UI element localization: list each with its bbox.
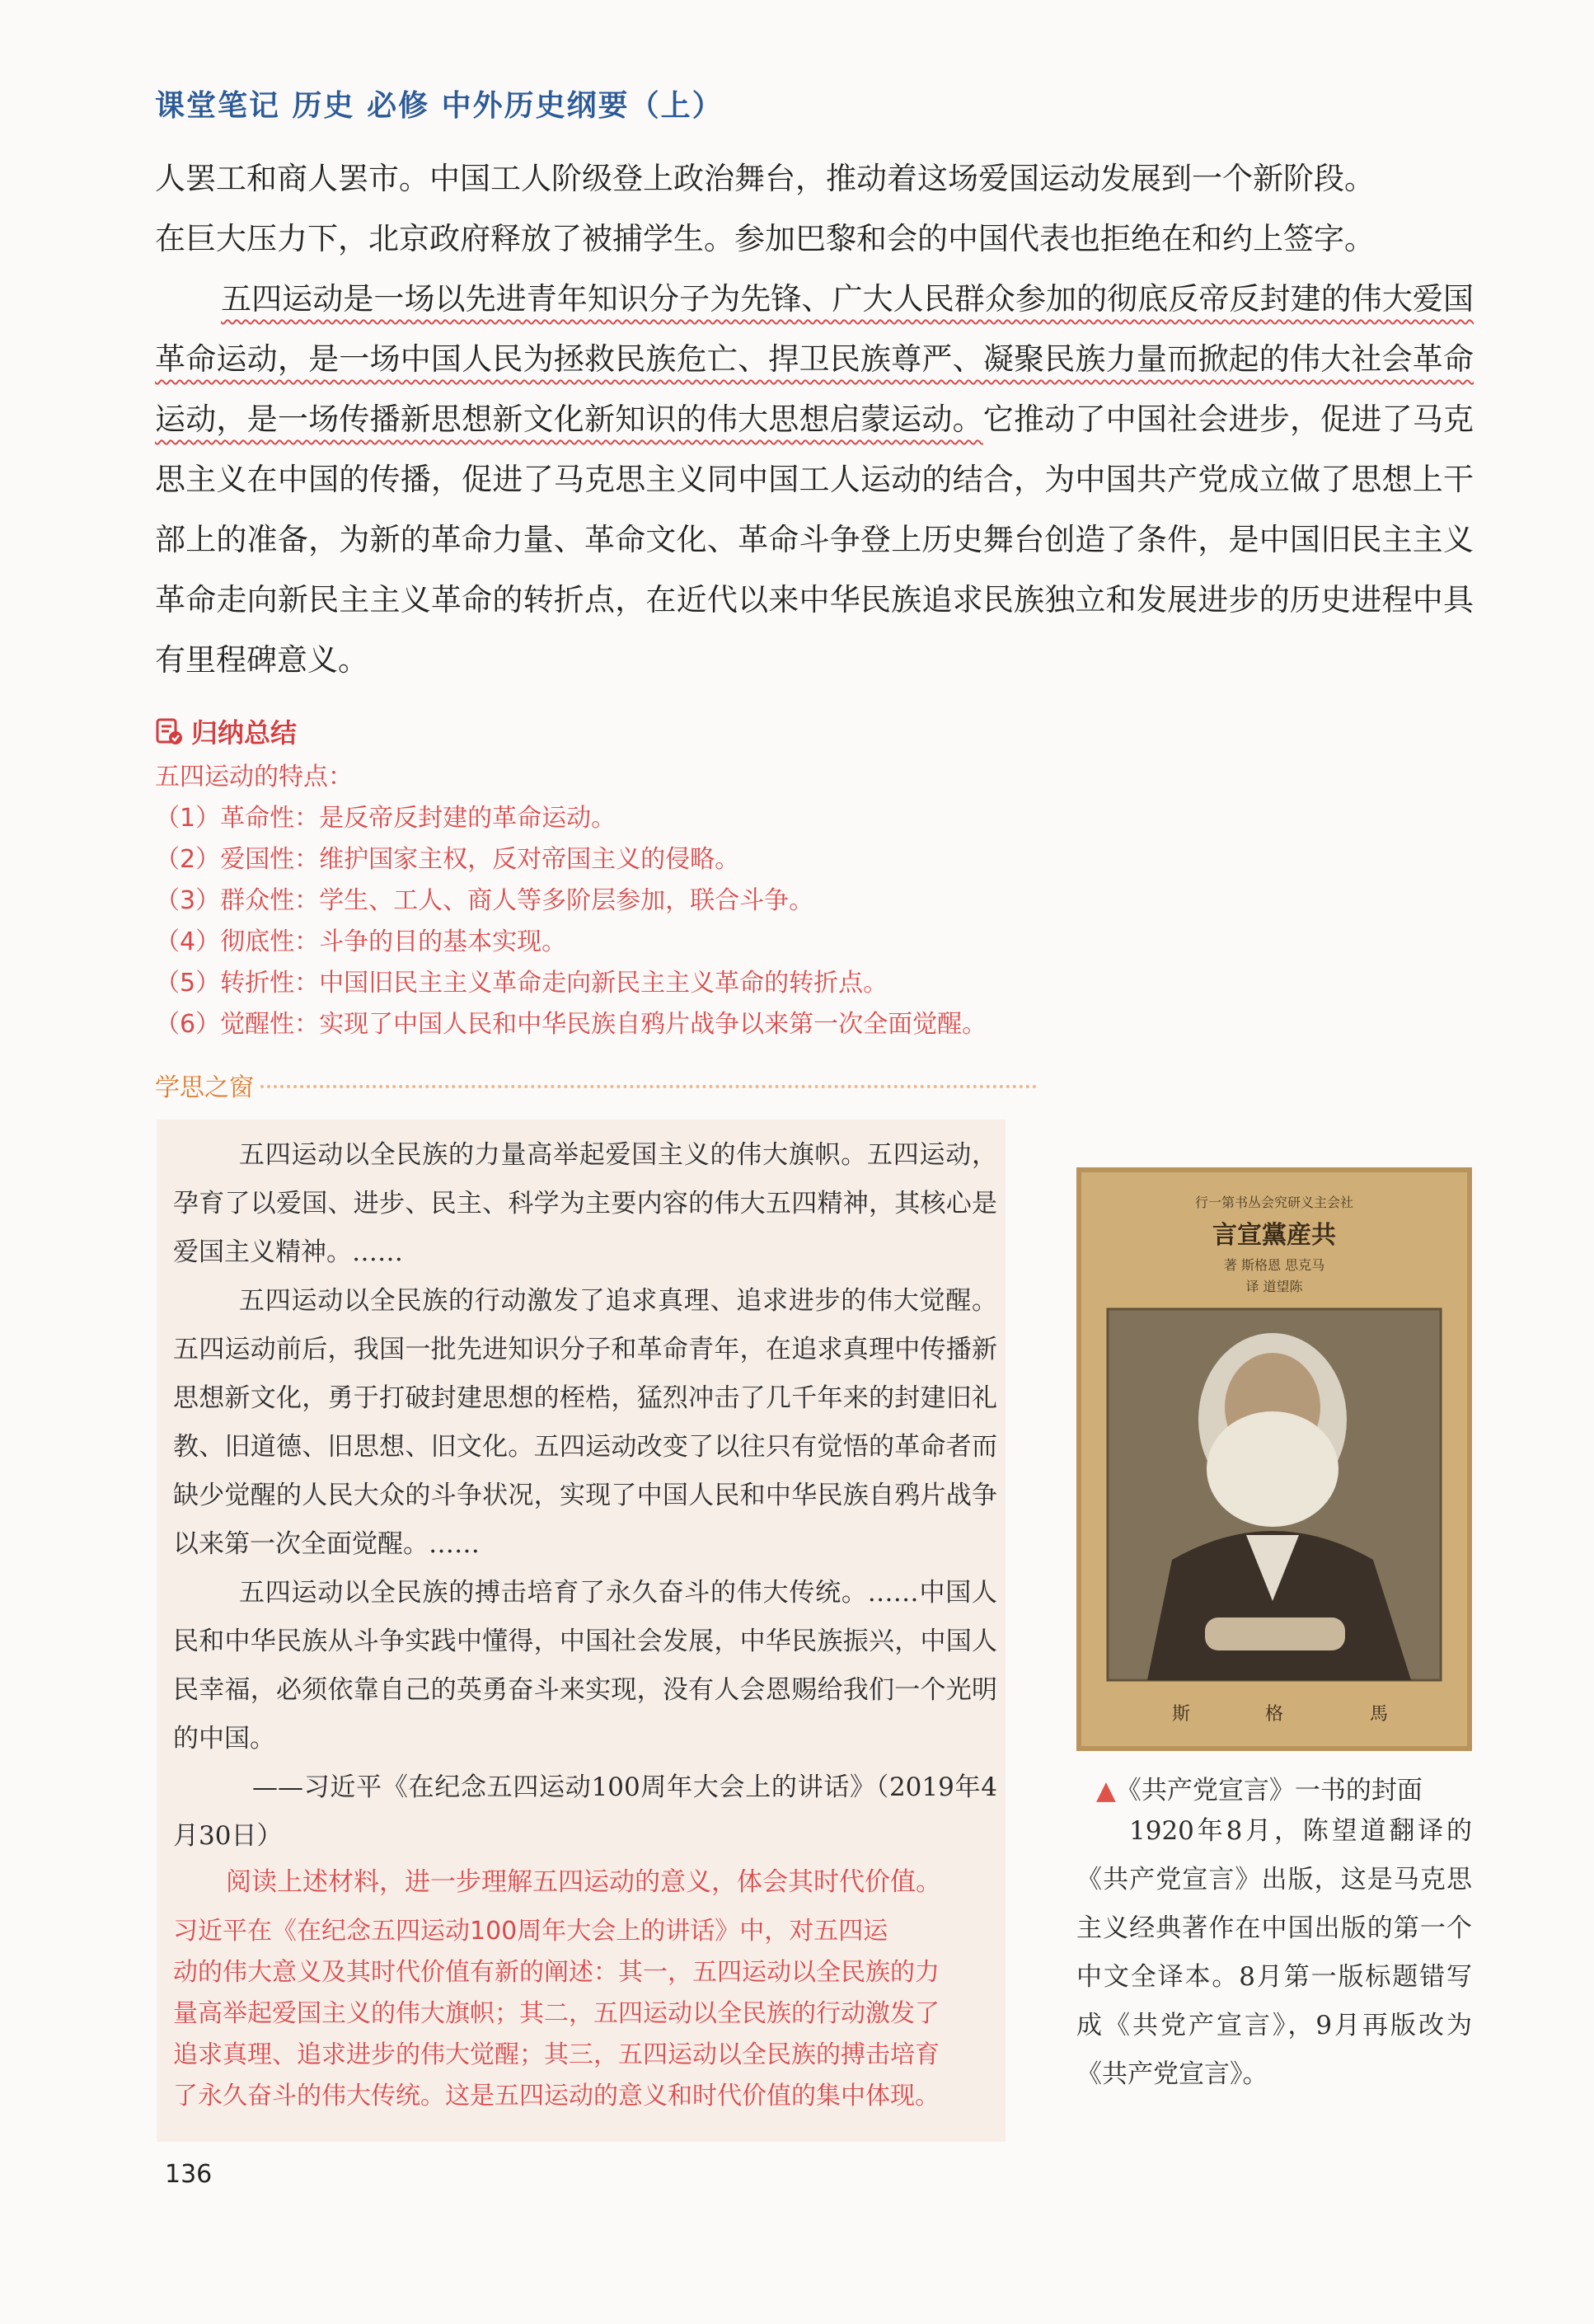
figure-note [1076, 1807, 1472, 2099]
cover-bottom-mid: 格 [1264, 1704, 1284, 1725]
summary-item: （6）觉醒性：实现了中国人民和中华民族自鸦片战争以来第一次全面觉醒。 [155, 1010, 987, 1039]
cover-bottom-left: 斯 [1172, 1704, 1191, 1725]
reflection-window-heading [155, 1067, 1037, 1103]
body-line: 在巨大压力下，北京政府释放了被捕学生。参加巴黎和会的中国代表也拒绝在和约上签字。 [155, 221, 1375, 256]
summary-item: （4）彻底性：斗争的目的基本实现。 [155, 927, 567, 956]
cover-authors: 著 斯格恩 思克马 [1223, 1257, 1325, 1273]
answer-line: 追求真理、追求进步的伟大觉醒；其三，五四运动以全民族的搏击培育 [173, 2040, 940, 2069]
body-line: 人罢工和商人罢市。中国工人阶级登上政治舞台，推动着这场爱国运动发展到一个新阶段。 [155, 161, 1375, 196]
notepad-check-icon [155, 717, 183, 745]
summary-item: （1）革命性：是反帝反封建的革命运动。 [155, 804, 617, 833]
summary-list [155, 757, 1391, 1045]
summary-heading [155, 712, 297, 750]
answer-line: 习近平在《在纪念五四运动100周年大会上的讲话》中，对五四运 [173, 1917, 888, 1946]
caption-text: 《共产党宣言》一书的封面 [1115, 1776, 1423, 1805]
figure-note-text: 1920年8月，陈望道翻译的《共产党宣言》出版，这是马克思主义经典著作在中国出版的第一个中文全译本。8月第一版标题错写成《共党产宣言》，9月再版改为《共产党宣言》。 [1076, 1816, 1472, 2089]
quote-attribution: ——习近平《在纪念五四运动100周年大会上的讲话》（2019年4月30日） [173, 1772, 997, 1851]
figure-caption [1096, 1769, 1423, 1806]
triangle-marker-icon: ▲ [1096, 1776, 1116, 1805]
cover-translator: 译 道望陈 [1245, 1279, 1303, 1294]
book-header: 课堂笔记 历史 必修 中外历史纲要（上） [155, 89, 724, 123]
reference-answer [173, 1911, 997, 2117]
paragraph-text: 它推动了中国社会进步，促进了马克思主义在中国的传播，促进了马克思主义同中国工人运动的结合，为中国共产党成立做了思想上干部上的准备，为新的革命力量、革命文化、革命斗争登上历史舞台创造了条件，是中国旧民主主义革命走向新民主主义革命的转折点，在近代以来中华民族追求民族独立和发展进步的历史进程中具有里程碑意义。 [155, 401, 1474, 678]
cover-top-line: 行一第书丛会究研义主会社 [1194, 1195, 1354, 1210]
cover-bottom-right: 馬 [1370, 1704, 1389, 1725]
dotted-divider [260, 1085, 1037, 1088]
summary-item: （3）群众性：学生、工人、商人等多阶层参加，联合斗争。 [155, 886, 814, 915]
main-body [155, 148, 1474, 690]
answer-line: 了永久奋斗的伟大传统。这是五四运动的意义和时代价值的集中体现。 [173, 2082, 940, 2110]
summary-title: 归纳总结 [191, 717, 298, 749]
reading-prompt: 阅读上述材料，进一步理解五四运动的意义，体会其时代价值。 [226, 1867, 941, 1897]
quote-paragraph: 五四运动以全民族的行动激发了追求真理、追求进步的伟大觉醒。五四运动前后，我国一批先进知识分子和革命青年，在追求真理中传播新思想新文化，勇于打破封建思想的桎梏，猛烈冲击了几千年来的封建旧礼教、旧道德、旧思想、旧文化。五四运动改变了以往只有觉悟的革命者而缺少觉醒的人民大众的斗争状况，实现了中国人民和中华民族自鸦片战争以来第一次全面觉醒。…… [173, 1286, 997, 1559]
underlined-text: 五四运动是一场以先进青年知识分子为先锋、广大人民群众参加的彻底反帝反封建的伟大爱国革命运动，是一场中国人民为拯救民族危亡、捍卫民族尊严、凝聚民族力量而掀起的伟大社会革命运动，是一场传播新思想新文化新知识的伟大思想启蒙运动。 [155, 281, 1474, 437]
reflection-window-title: 学思之窗 [155, 1073, 254, 1102]
cover-title: 言宣黨産共 [1212, 1221, 1336, 1250]
quote-paragraph: 五四运动以全民族的搏击培育了永久奋斗的伟大传统。……中国人民和中华民族从斗争实践中懂得，中国社会发展，中华民族振兴，中国人民幸福，必须依靠自己的英勇奋斗来实现，没有人会恩赐给我们一个光明的中国。 [173, 1578, 997, 1754]
summary-intro: 五四运动的特点： [155, 763, 353, 791]
page-number: 136 [165, 2160, 213, 2189]
answer-line: 动的伟大意义及其时代价值有新的阐述：其一，五四运动以全民族的力 [173, 1958, 940, 1987]
manifesto-cover-image [1076, 1167, 1472, 1751]
answer-line: 量高举起爱国主义的伟大旗帜；其二，五四运动以全民族的行动激发了 [173, 1999, 940, 2028]
summary-item: （2）爱国性：维护国家主权，反对帝国主义的侵略。 [155, 845, 740, 874]
summary-item: （5）转折性：中国旧民主主义革命走向新民主主义革命的转折点。 [155, 969, 888, 998]
quote-paragraph: 五四运动以全民族的力量高举起爱国主义的伟大旗帜。五四运动，孕育了以爱国、进步、民主、科学为主要内容的伟大五四精神，其核心是爱国主义精神。…… [173, 1140, 997, 1267]
significance-paragraph [155, 269, 1474, 690]
speech-quote [173, 1131, 997, 1861]
